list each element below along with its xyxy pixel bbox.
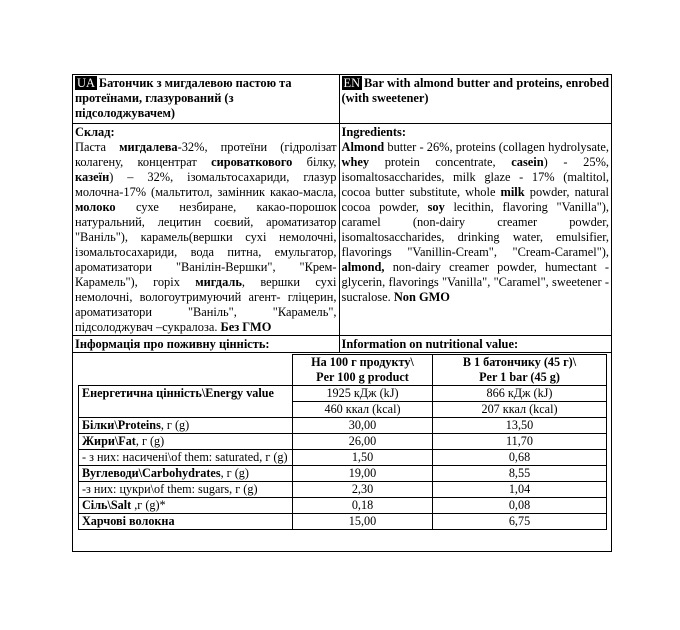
table-row <box>79 482 607 498</box>
proteins-label: Білки\Proteins, г (g) <box>79 418 293 434</box>
fiber-100g: 15,00 <box>293 514 433 530</box>
ua-composition-text: Паста мигдалева-32%, протеїни (гідролізат колагену, концентрат сироваткового білку, казеїн) – 32%, ізомальтосахариди, глазур молочна-17% (мальтитол, замінник какао-масла, молоко сухе незбиране, какао-порошок натуральний, лецитин соєвий, ароматизатор "Ваніль"), карамель(вершки сухі немолочні, ізомальтосахариди, вода питна, емульгатор, ароматизатори "Ванілін-Вершки", "Крем-Карамель"), горіх мигдаль, вершки сухі немолочні, вологоутримуючий агент- гліцерин, ароматизатори "Ваніль", "Карамель", підсолоджувач –сукралоза. Без ГМО <box>75 139 337 334</box>
carbohydrates-bar: 8,55 <box>433 466 607 482</box>
fat-label: Жири\Fat, г (g) <box>79 434 293 450</box>
salt-100g: 0,18 <box>293 498 433 514</box>
ua-language-tag: UA <box>77 76 95 90</box>
table-row <box>79 466 607 482</box>
table-row <box>79 386 607 402</box>
sugars-100g: 2,30 <box>293 482 433 498</box>
ua-product-title: Батончик з мигдалевою пастою та протеїнами, глазурований (з підсолоджувачем) <box>75 76 292 120</box>
energy-kcal-100g: 460 ккал (kcal) <box>293 402 433 418</box>
energy-kcal-bar: 207 ккал (kcal) <box>433 402 607 418</box>
carbohydrates-100g: 19,00 <box>293 466 433 482</box>
en-composition-text: Almond butter - 26%, proteins (collagen hydrolysate, whey protein concentrate, casein) - 25%, isomaltosaccharides, milk glaze - 17% (maltitol, cocoa butter substitute, whole milk powder, natural cocoa powder, soy lecithin, flavoring "Vanilla"), caramel (non-dairy creamer powder, isomaltosaccharides, drinking water, emulsifier, flavorings "Vanillin-Cream", "Cream-Caramel"), almond, non-dairy creamer powder, humectant - glycerin, flavorings "Vanilla", "Caramel", sweetener - sucralose. Non GMO <box>341 139 610 304</box>
en-product-title: Bar with almond butter and proteins, enrobed (with sweetener) <box>341 76 609 105</box>
energy-kj-100g: 1925 кДж (kJ) <box>293 386 433 402</box>
en-title-cell <box>339 75 611 123</box>
ua-composition-heading: Склад: <box>75 124 115 139</box>
en-composition-heading: Ingredients: <box>341 124 406 139</box>
en-nutrition-heading: Information on nutritional value: <box>339 335 611 352</box>
label-table <box>73 75 611 353</box>
proteins-bar: 13,50 <box>433 418 607 434</box>
en-composition-cell <box>339 123 611 335</box>
fat-100g: 26,00 <box>293 434 433 450</box>
table-row <box>79 434 607 450</box>
energy-label: Енергетична цінність\Energy value <box>79 386 293 418</box>
fat-bar: 11,70 <box>433 434 607 450</box>
salt-bar: 0,08 <box>433 498 607 514</box>
carbohydrates-label: Вуглеводи\Carbohydrates, г (g) <box>79 466 293 482</box>
ua-title-cell <box>73 75 339 123</box>
saturated-100g: 1,50 <box>293 450 433 466</box>
sugars-label: -з них: цукри\of them: sugars, г (g) <box>79 482 293 498</box>
per-100g-header: На 100 г продукту\ Per 100 g product <box>293 355 433 386</box>
fiber-label: Харчові волокна <box>79 514 293 530</box>
nutrition-table <box>78 354 607 530</box>
ua-composition-cell <box>73 123 339 335</box>
table-row <box>79 514 607 530</box>
per-bar-header: В 1 батончику (45 г)\ Per 1 bar (45 g) <box>433 355 607 386</box>
table-row <box>79 498 607 514</box>
proteins-100g: 30,00 <box>293 418 433 434</box>
ua-nutrition-heading: Інформація про поживну цінність: <box>73 335 339 352</box>
saturated-label: - з них: насичені\of them: saturated, г (g) <box>79 450 293 466</box>
table-row <box>79 450 607 466</box>
en-language-tag: EN <box>343 76 361 90</box>
label-document <box>72 74 612 552</box>
saturated-bar: 0,68 <box>433 450 607 466</box>
nutrition-corner-cell <box>79 355 293 386</box>
table-row <box>79 418 607 434</box>
sugars-bar: 1,04 <box>433 482 607 498</box>
salt-label: Сіль\Salt ,г (g)* <box>79 498 293 514</box>
fiber-bar: 6,75 <box>433 514 607 530</box>
energy-kj-bar: 866 кДж (kJ) <box>433 386 607 402</box>
